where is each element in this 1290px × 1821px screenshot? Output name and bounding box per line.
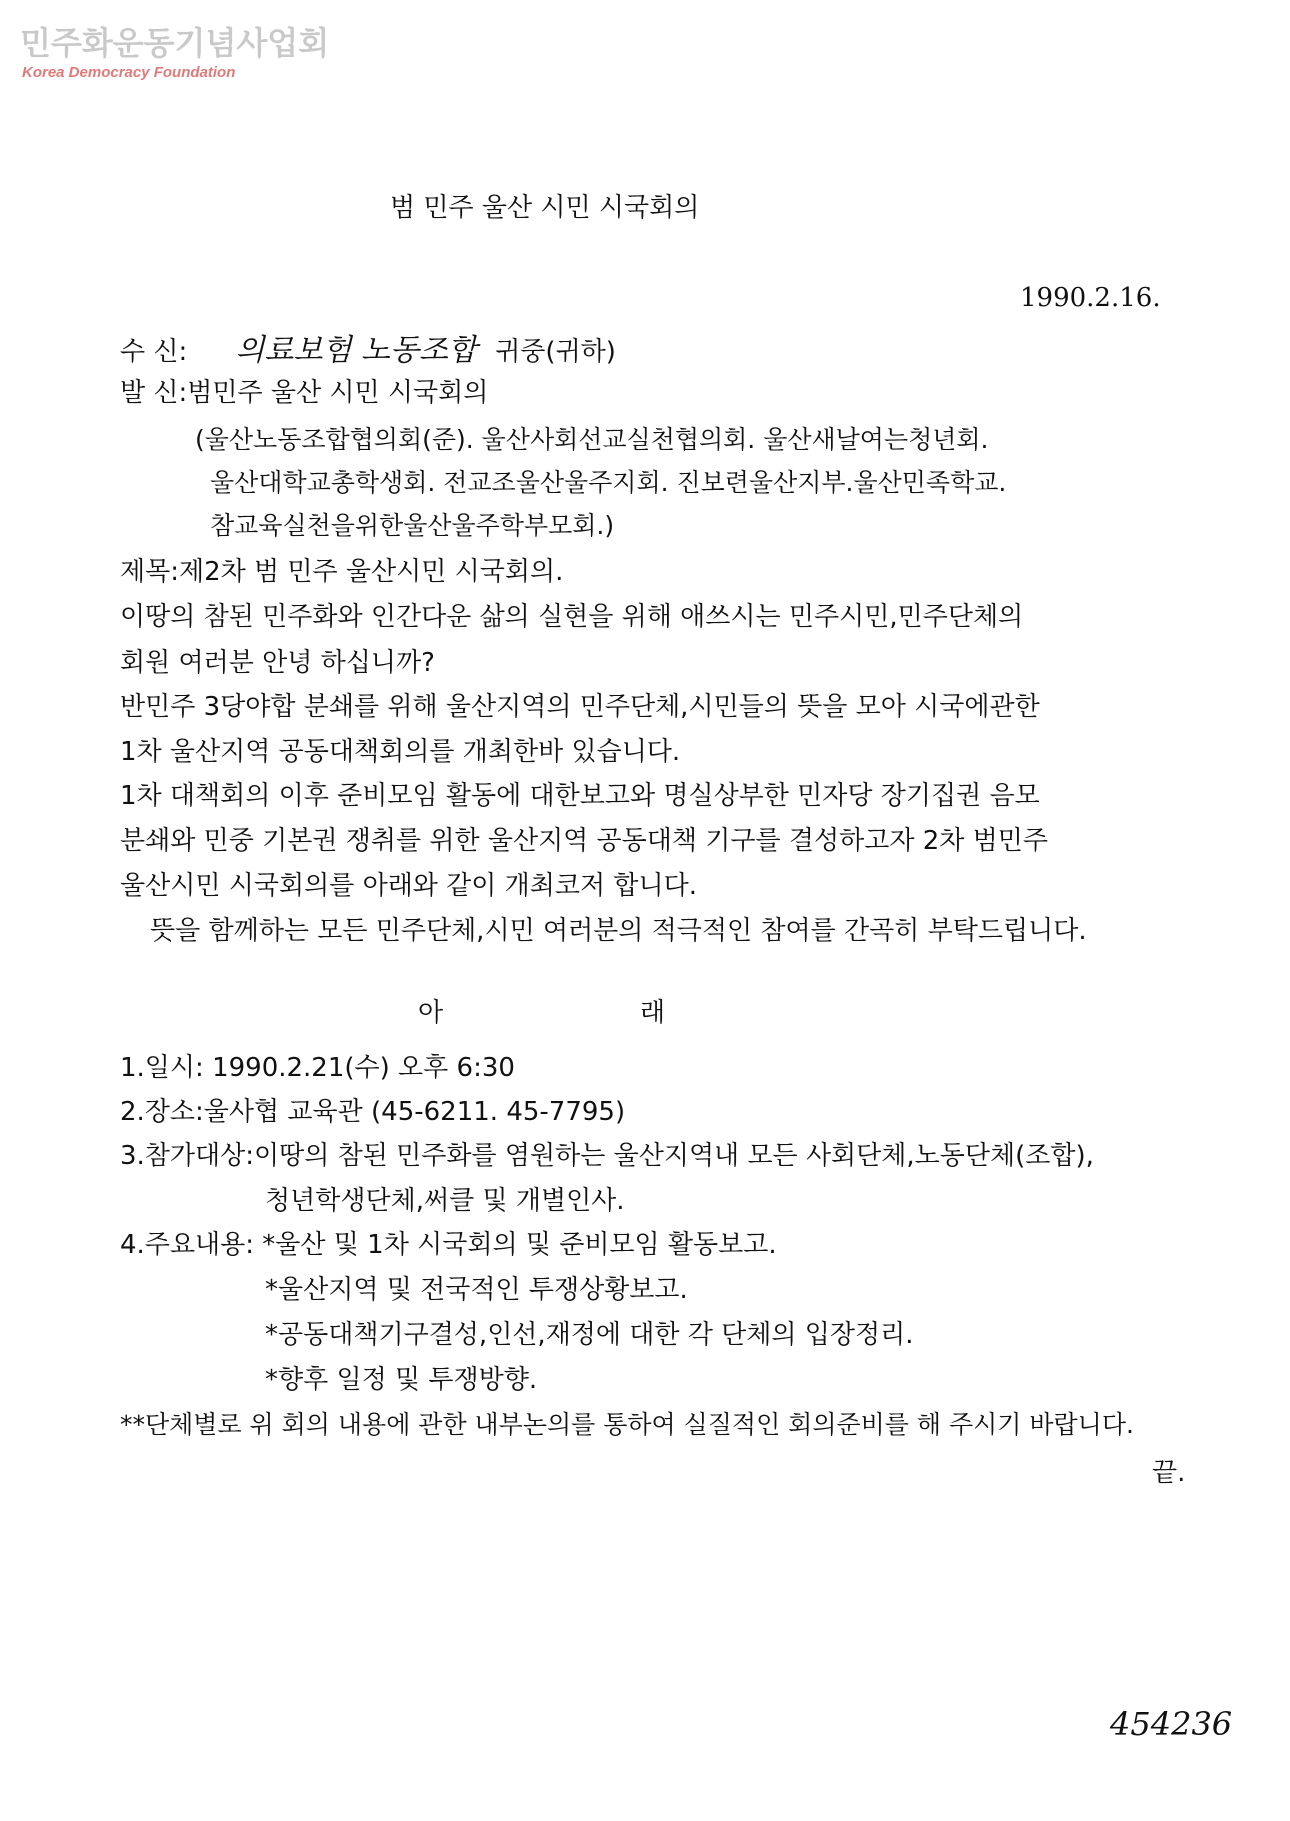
body-line: 뜻을 함께하는 모든 민주단체,시민 여러분의 적극적인 참여를 간곡히 부탁드립니다. <box>150 916 1087 946</box>
recipient-label: 수 신: <box>120 337 188 367</box>
archive-number: 454236 <box>1110 1705 1233 1743</box>
document-date: 1990.2.16. <box>1020 283 1161 313</box>
recipient-suffix: 귀중(귀하) <box>495 337 616 367</box>
watermark-org-english: Korea Democracy Foundation <box>22 64 236 81</box>
body-line: 반민주 3당야합 분쇄를 위해 울산지역의 민주단체,시민들의 뜻을 모아 시국에관한 <box>120 692 1040 722</box>
agenda-item: 3.참가대상:이땅의 참된 민주화를 염원하는 울산지역내 모든 사회단체,노동단체(조합), <box>120 1141 1094 1171</box>
agenda-item: 2.장소:울사협 교육관 (45-6211. 45-7795) <box>120 1097 626 1127</box>
body-line: 이땅의 참된 민주화와 인간다운 삶의 실현을 위해 애쓰시는 민주시민,민주단체의 <box>120 602 1024 632</box>
body-line: 1차 대책회의 이후 준비모임 활동에 대한보고와 명실상부한 민자당 장기집권 음모 <box>120 781 1040 811</box>
recipient-handwritten: 의료보험 노동조합 <box>235 333 477 368</box>
subject-line: 제목:제2차 범 민주 울산시민 시국회의. <box>120 557 564 587</box>
agenda-item: 4.주요내용: *울산 및 1차 시국회의 및 준비모임 활동보고. <box>120 1230 777 1260</box>
agenda-item: *향후 일정 및 투쟁방향. <box>265 1365 538 1395</box>
watermark-org-korean: 민주화운동기념사업회 <box>20 24 330 62</box>
sender-line: 발 신:범민주 울산 시민 시국회의 <box>120 378 489 408</box>
member-org-line: 참교육실천을위한울산울주학부모회.) <box>210 511 615 540</box>
body-line: 회원 여러분 안녕 하십니까? <box>120 648 435 678</box>
notice-heading-a: 아 <box>418 998 444 1028</box>
document-title: 범 민주 울산 시민 시국회의 <box>390 193 700 223</box>
member-org-line: (울산노동조합협의회(준). 울산사회선교실천협의회. 울산새날여는청년회. <box>195 425 989 454</box>
agenda-item: *공동대책기구결성,인선,재정에 대한 각 단체의 입장정리. <box>265 1320 914 1350</box>
notice-heading-b: 래 <box>640 998 666 1028</box>
agenda-item: 청년학생단체,써클 및 개별인사. <box>265 1186 625 1216</box>
body-line: 분쇄와 민중 기본권 쟁취를 위한 울산지역 공동대책 기구를 결성하고자 2차 범민주 <box>120 826 1049 856</box>
body-line: 울산시민 시국회의를 아래와 같이 개최코저 합니다. <box>120 871 698 901</box>
member-org-line: 울산대학교총학생회. 전교조울산울주지회. 진보련울산지부.울산민족학교. <box>210 468 1007 497</box>
agenda-item: 1.일시: 1990.2.21(수) 오후 6:30 <box>120 1053 515 1083</box>
end-mark: 끝. <box>1152 1458 1186 1488</box>
body-line: 1차 울산지역 공동대책회의를 개최한바 있습니다. <box>120 737 681 767</box>
agenda-item: *울산지역 및 전국적인 투쟁상황보고. <box>265 1275 688 1305</box>
closing-note: **단체별로 위 회의 내용에 관한 내부논의를 통하여 실질적인 회의준비를 해 주시기 바랍니다. <box>120 1410 1134 1439</box>
recipient-line <box>120 333 616 369</box>
